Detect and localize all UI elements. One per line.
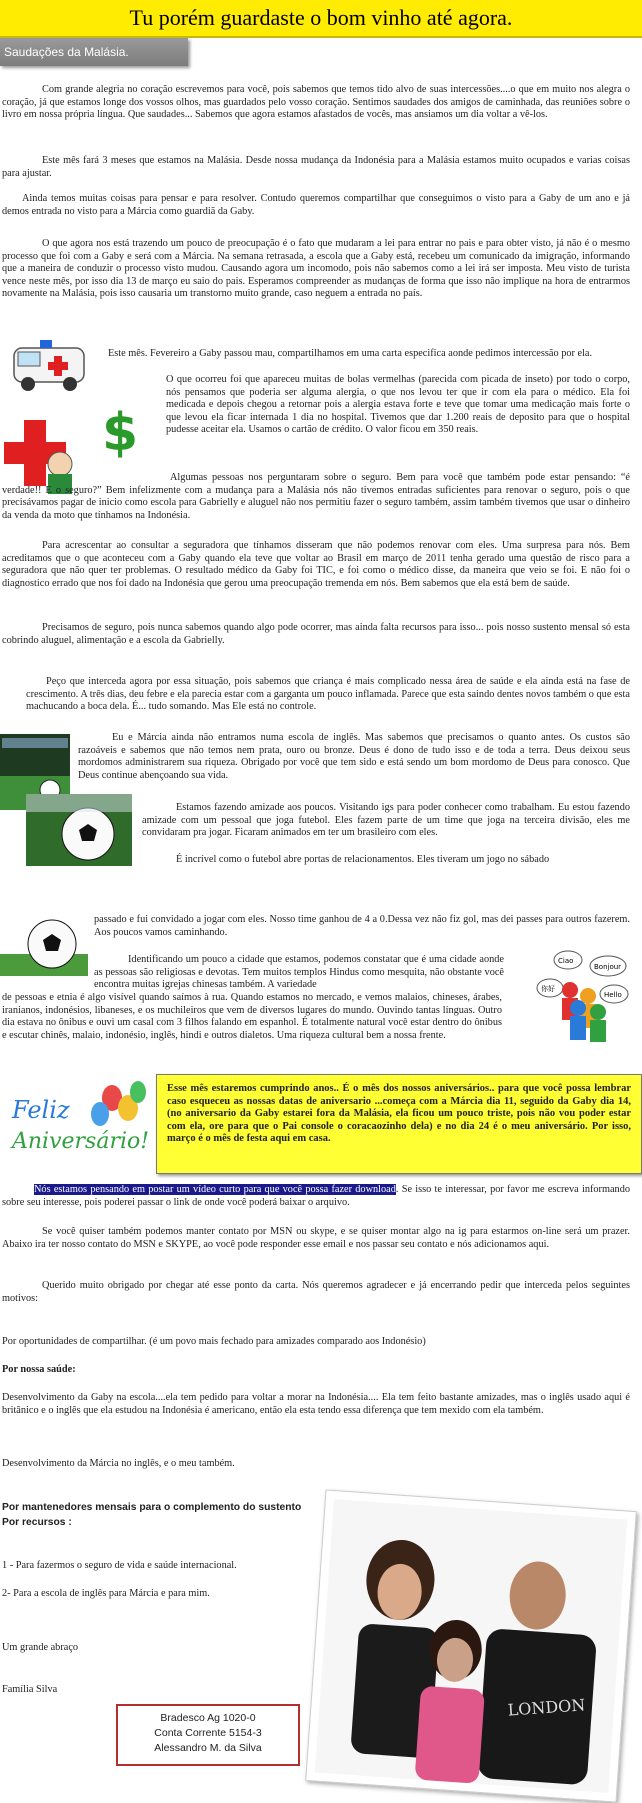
paragraph-friendship: Estamos fazendo amizade aos poucos. Visitando igs para poder conhecer como trabalham. Eu estou fazendo amizade com um pessoal que joga futebol. Eles fazem parte de um time que joga na terceira divisão, eles me convidaram pra jogar. Ficaram animados em ter um brasileiro com eles. xyxy=(142,802,630,839)
bank-details-box xyxy=(116,1704,300,1766)
paragraph-city-a: Identificando um pouco a cidade que estamos, podemos constatar que é uma cidade aonde as pessoas são religiosas e devotas. Tem muitos templos Hindus como mesquita, não obstante você encontra muitas igrejas chinesas também. A variedade xyxy=(94,954,504,991)
motive-marcia: Desenvolvimento da Márcia no inglês, e o meu também. xyxy=(2,1458,235,1469)
languages-illustration xyxy=(536,946,632,1044)
balloon-bonjour: Bonjour xyxy=(594,963,622,971)
paragraph-english-school: Eu e Márcia ainda não entramos numa escola de inglês. Mas sabemos que precisamos o quanto antes. Os custos são razoáveis e sabemos que não temos nem prata, ouro ou bronze. Deus é dono de tudo isso e de toda a terra. Deus deixou seus mordomos administrarem sua riqueza. Obrigado por você que tem sido e está sendo um bom mordomo de Deus para conosco. Que Deus continue abençoando sua vida. xyxy=(78,732,630,781)
bank-line-2: Conta Corrente 5154-3 xyxy=(154,1727,262,1739)
feliz-text: Feliz xyxy=(12,1096,70,1124)
dollar-icon xyxy=(96,400,146,460)
balloon-hello: Hello xyxy=(604,991,622,999)
page-title: Tu porém guardaste o bom vinho até agora. xyxy=(0,0,642,38)
paragraph-insurance: Algumas pessoas nos perguntaram sobre o seguro. Bem para você que também pode estar pensando: “é verdade!! E o seguro?” Bem infelizmente com a mudança para a Malásia nós não tivemos entradas suficientes para renovar o seguro, pois o que precisávamos pagar de inicio como escola para Gabrielly e aluguel não nos permitiu fazer o seguro também, assim também tivemos que usar o dinheiro da venda da moto que tínhamos na Indonésia. xyxy=(2,472,630,521)
paragraph-three-months: Este mês fará 3 meses que estamos na Malásia. Desde nossa mudança da Indonésia para a Malásia estamos muito ocupados e varias coisas para ajustar. xyxy=(2,155,630,179)
paragraph-need-insurance: Precisamos de seguro, pois nunca sabemos quando algo pode ocorrer, mas ainda falta recursos para isso... pois nosso sustento mensal só esta cobrindo aluguel, alimentação e a escola da Gabrielly. xyxy=(2,622,630,646)
motive-gaby: Desenvolvimento da Gaby na escola....ela tem pedido para voltar a morar na Indonésia.... Ela tem feito bastante amizades, mas o inglês usado aqui é britânico e o inglês que ela estudou na Indonésia é americano, então ela esta tendo essa diferença que tem mexido com ela também. xyxy=(2,1392,630,1416)
paragraph-visa: Ainda temos muitas coisas para pensar e para resolver. Contudo queremos compartilhar que conseguimos o visto para a Gaby de um ano e já demos entrada no visto para a Márcia como guardiã da Gaby. xyxy=(2,193,630,217)
section-greeting: Saudações da Malásia. xyxy=(0,38,188,66)
balloon-nihao: 你好 xyxy=(541,985,555,993)
birthday-graphic xyxy=(8,1080,158,1162)
aniversario-text: Aniversário! xyxy=(12,1129,150,1154)
bank-line-3: Alessandro M. da Silva xyxy=(154,1742,262,1754)
balloon-ciao: Ciao xyxy=(558,957,574,965)
motive-health: Por nossa saúde: xyxy=(2,1364,76,1375)
closing-hug: Um grande abraço xyxy=(2,1642,79,1653)
ambulance-icon xyxy=(4,334,100,394)
video-highlight: Nós estamos pensando em postar um vídeo curto para que você possa fazer download xyxy=(34,1184,396,1195)
paragraph-video xyxy=(2,1184,630,1209)
paragraph-allergy: O que ocorreu foi que apareceu muitas de bolas vermelhas (parecida com picada de inseto) por todo o corpo, nós pensamos que poderia ser alguma alergia, o que nos levou ter que ir com ela para o médico. Ela foi medicada e depois chegou a retornar pois a alergia estava forte e teve que tomar uma medicação mais forte o que levou ela ficar internada 1 dia no hospital. Tivemos que dar 1.200 reais de deposito para que o hospital pudesse aceitar ela. Usamos o cartão de crédito. O valor ficou em 350 reais. xyxy=(166,374,630,436)
shirt-text: LONDON xyxy=(507,1695,586,1720)
motive-resources: Por recursos : xyxy=(2,1517,72,1528)
paragraph-february: Este mês. Fevereiro a Gaby passou mau, compartilhamos em uma carta especifica aonde pedimos intercessão por ela. xyxy=(108,348,593,359)
family-photo-image xyxy=(306,1491,635,1802)
closing-family: Família Silva xyxy=(2,1684,58,1695)
motive-share: Por oportunidades de compartilhar. (é um povo mais fechado para amizades comparado aos Indonésio) xyxy=(2,1336,426,1347)
paragraph-thanks: Querido muito obrigado por chegar até esse ponto da carta. Nós queremos agradecer e já encerrando pedir que interceda pelos seguintes motivos: xyxy=(2,1280,630,1304)
paragraph-football-b: passado e fui convidado a jogar com eles. Nosso time ganhou de 4 a 0.Dessa vez não fiz gol, mas dei passes para outros fazerem. Aos poucos vamos caminhando. xyxy=(94,914,630,938)
dollar-glyph: $ xyxy=(102,403,139,460)
paragraph-intro: Com grande alegria no coração escrevemos para você, pois sabemos que temos tido alvo de suas intercessões....o que em muito nos alegra o coração, já que estamos longe dos vossos olhos, mas guardados pelo vosso coração. Sentimos saudades dos amigos de caminhada, das reuniões sobre o livro em nossa própria língua. Que saudades... Sabemos que agora estamos afastados de vocês, mas ansiamos um dia voltar a vê-los. xyxy=(2,84,630,121)
paragraph-health: Peço que interceda agora por essa situação, pois sabemos que criança é mais complicado nessa área de saúde e ela ainda está na fase de crescimento. A três dias, deu febre e ela parecia estar com a garganta um pouco inflamada. Parece que esta saindo dentes novos também o que esta machucando a boca dela. É... tudo somando. Mas Ele está no controle. xyxy=(26,676,630,713)
paragraph-insurer: Para acrescentar ao consultar a seguradora que tínhamos disseram que não podemos renovar com eles. Uma surpresa para nós. Bem acreditamos que o que aconteceu com a Gaby quando ela teve que voltar ao Brasil em março de 2011 tenha gerado uma questão de risco para a seguradora que não quer ter problemas. O resultado médico da Gaby foi TIC, e foi como o médico disse, da maneira que veio se foi. E não foi o diagnostico errado que nos foi dado na Indonésia que gerou uma preocupação tremenda em nós. Bem sabemos que ela está bem de saúde. xyxy=(2,540,630,589)
resource-insurance: 1 - Para fazermos o seguro de vida e saúde internacional. xyxy=(2,1560,237,1571)
birthday-box xyxy=(156,1074,642,1174)
family-photo xyxy=(305,1489,637,1802)
birthday-text: Esse mês estaremos cumprindo anos.. É o mês dos nossos aniversários.. para que você possa lembrar caso esqueceu as nossas datas de aniversario ...começa com a Márcia dia 11, seguido da Gaby dia 14, (no aniversario da Gaby estarei fora da Malásia, ela ficou um pouco triste, pois não vou poder estar com ela, ore para que o Pai console o coracaozinho dela) e no dia 24 é o meu aniversário. Por isso, março é o mês de festa aqui em casa. xyxy=(167,1083,631,1144)
paragraph-football-a: É incrível como o futebol abre portas de relacionamentos. Eles tiveram um jogo no sábado xyxy=(176,854,550,865)
paragraph-concern: O que agora nos está trazendo um pouco de preocupação é o fato que mudaram a lei para entrar no pais e para obter visto, já não é o mesmo processo que foi com a Gaby e será com a Márcia. Na semana retrasada, a escola que a Gaby está, recebeu um comunicado da imigração, informando que a maneira de conduzir o processo visto mudou. Causando agora um incomodo, pois não sabemos como a lei irá ser imposta. Meu visto de turista vence neste mês, por isso dia 13 de março eu saio do pais. Esperamos compreender as mudanças de forma que isso não implique na hora de entrarmos novamente na Malásia, pois isso causaria um transtorno muito grande, caso neguem a entrada no país. xyxy=(2,238,630,300)
paragraph-contact: Se você quiser também podemos manter contato por MSN ou skype, e se quiser montar algo na ig para estarmos on-line será um prazer. Abaixo ira ter nosso contato do MSN e SKYPE, ao você pode responder esse email e nos passar seu contato e nós adicionamos aqui. xyxy=(2,1226,630,1250)
paragraph-city-b: de pessoas e etnia é algo visível quando saímos à rua. Quando estamos no mercado, e vemos malaios, chineses, árabes, iranianos, indonésios, libaneses, e os muchileiros que vem de diversos lugares do mundo. Ouvindo tantas línguas. Outro dia estava no ônibus e ouvi um casal com 3 filhos falando em espanhol. É totalmente natural você estar dentro do ônibus e escutar chinês, malaio, indonésio, inglês, hindi e outros dialetos. Uma riqueza cultural bem a nossa frente. xyxy=(2,992,502,1041)
bank-line-1: Bradesco Ag 1020-0 xyxy=(160,1712,256,1724)
motive-supporters: Por mantenedores mensais para o complemento do sustento xyxy=(2,1502,302,1513)
video-rest: . Se isso te interessar, por favor me escreva informando sobre seu interesse, pois poderei passar o link de onde você poderá baixar o arquivo. xyxy=(2,1184,630,1208)
soccer-ball-grass-image xyxy=(0,910,88,976)
soccer-ball-image xyxy=(26,794,132,866)
resource-school: 2- Para a escola de inglês para Márcia e para mim. xyxy=(2,1588,210,1599)
